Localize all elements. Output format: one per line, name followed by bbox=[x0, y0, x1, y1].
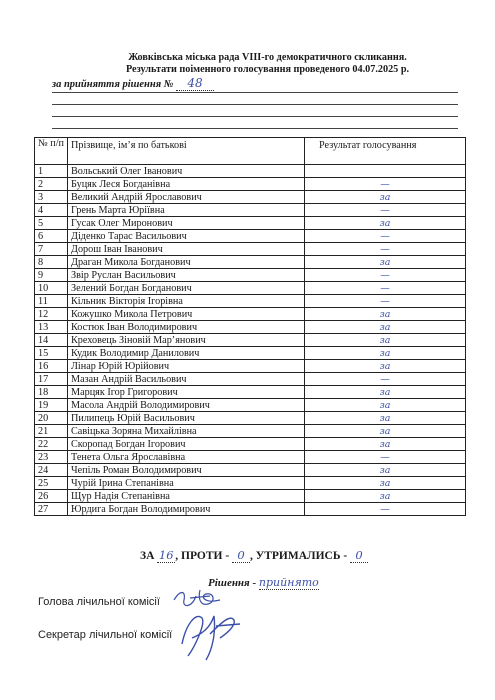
table-row bbox=[35, 282, 466, 295]
table-row bbox=[35, 425, 466, 438]
vote-result: за bbox=[305, 412, 466, 425]
vote-result: — bbox=[305, 269, 466, 282]
proty-label: ПРОТИ - bbox=[181, 550, 230, 562]
decision-number: 48 bbox=[176, 76, 214, 91]
head-commission-label: Голова лічильної комісії bbox=[38, 596, 160, 608]
resolution-label: Рішення - bbox=[208, 577, 257, 589]
deputy-name: Юрдига Богдан Володимирович bbox=[68, 503, 305, 516]
deputy-name: Савіцька Зоряна Михайлівна bbox=[68, 425, 305, 438]
table-row bbox=[35, 230, 466, 243]
table-row bbox=[35, 204, 466, 217]
row-number: 9 bbox=[35, 269, 68, 282]
row-number: 18 bbox=[35, 386, 68, 399]
vote-result: — bbox=[305, 373, 466, 386]
table-header-row bbox=[35, 138, 466, 165]
table-row bbox=[35, 464, 466, 477]
deputy-name: Вольський Олег Іванович bbox=[68, 165, 305, 178]
blank-line bbox=[52, 92, 458, 93]
row-number: 8 bbox=[35, 256, 68, 269]
vote-result: — bbox=[305, 204, 466, 217]
vote-result: за bbox=[305, 308, 466, 321]
table-row bbox=[35, 399, 466, 412]
table-row bbox=[35, 256, 466, 269]
deputy-name: Масола Андрій Володимирович bbox=[68, 399, 305, 412]
vote-result: за bbox=[305, 360, 466, 373]
table-row bbox=[35, 334, 466, 347]
vote-result: за bbox=[305, 464, 466, 477]
vote-result: за bbox=[305, 256, 466, 269]
deputy-name: Мазан Андрій Васильович bbox=[68, 373, 305, 386]
table-row bbox=[35, 490, 466, 503]
vote-result: за bbox=[305, 321, 466, 334]
deputy-name: Великий Андрій Ярославович bbox=[68, 191, 305, 204]
deputy-name: Кожушко Микола Петрович bbox=[68, 308, 305, 321]
vote-result: за bbox=[305, 334, 466, 347]
row-number: 12 bbox=[35, 308, 68, 321]
row-number: 11 bbox=[35, 295, 68, 308]
deputy-name: Грень Марта Юріївна bbox=[68, 204, 305, 217]
vote-result: за bbox=[305, 386, 466, 399]
table-row bbox=[35, 373, 466, 386]
decision-label: за прийняття рішення № bbox=[52, 79, 174, 90]
row-number: 2 bbox=[35, 178, 68, 191]
row-number: 19 bbox=[35, 399, 68, 412]
document-header bbox=[0, 52, 495, 76]
header-vote-title: Результати поіменного голосування проведеного 04.07.2025 р. bbox=[125, 64, 410, 75]
vote-result: за bbox=[305, 438, 466, 451]
vote-result: — bbox=[305, 282, 466, 295]
table-row bbox=[35, 503, 466, 516]
row-number: 13 bbox=[35, 321, 68, 334]
deputy-name: Драган Микола Богданович bbox=[68, 256, 305, 269]
row-number: 24 bbox=[35, 464, 68, 477]
deputy-name: Кільник Вікторія Ігорівна bbox=[68, 295, 305, 308]
row-number: 22 bbox=[35, 438, 68, 451]
row-number: 20 bbox=[35, 412, 68, 425]
za-count: 16 bbox=[158, 548, 174, 562]
proty-count: 0 bbox=[232, 548, 250, 563]
row-number: 25 bbox=[35, 477, 68, 490]
vote-result: за bbox=[305, 425, 466, 438]
table-row bbox=[35, 438, 466, 451]
vote-result: за bbox=[305, 191, 466, 204]
col-name-header: Прізвище, ім’я по батькові bbox=[68, 138, 305, 165]
vote-result: за bbox=[305, 217, 466, 230]
deputy-name: Марцяк Ігор Григорович bbox=[68, 386, 305, 399]
row-number: 26 bbox=[35, 490, 68, 503]
deputy-name: Тенета Ольга Ярославівна bbox=[68, 451, 305, 464]
table-row bbox=[35, 191, 466, 204]
table-row bbox=[35, 477, 466, 490]
vote-result: — bbox=[305, 178, 466, 191]
row-number: 5 bbox=[35, 217, 68, 230]
deputy-name: Лінар Юрій Юрійович bbox=[68, 360, 305, 373]
vote-result: за bbox=[305, 399, 466, 412]
table-row bbox=[35, 412, 466, 425]
row-number: 23 bbox=[35, 451, 68, 464]
table-row bbox=[35, 269, 466, 282]
secretary-signature bbox=[176, 604, 246, 664]
table-row bbox=[35, 321, 466, 334]
blank-line bbox=[52, 104, 458, 105]
blank-line bbox=[52, 128, 458, 129]
table-row bbox=[35, 386, 466, 399]
decision-line bbox=[52, 76, 214, 91]
row-number: 27 bbox=[35, 503, 68, 516]
table-row bbox=[35, 178, 466, 191]
vote-result: за bbox=[305, 477, 466, 490]
blank-line bbox=[52, 116, 458, 117]
row-number: 14 bbox=[35, 334, 68, 347]
table-row bbox=[35, 165, 466, 178]
col-number-header: № п/п bbox=[35, 138, 68, 165]
table-row bbox=[35, 451, 466, 464]
col-result-header: Результат голосування bbox=[305, 138, 466, 165]
vote-result: за bbox=[305, 347, 466, 360]
table-row bbox=[35, 217, 466, 230]
row-number: 6 bbox=[35, 230, 68, 243]
vote-result: — bbox=[305, 295, 466, 308]
deputy-name: Щур Надія Степанівна bbox=[68, 490, 305, 503]
vote-result: — bbox=[305, 230, 466, 243]
utrymalys-count: 0 bbox=[350, 548, 368, 563]
vote-result: за bbox=[305, 490, 466, 503]
secretary-commission-label: Секретар лічильної комісії bbox=[38, 629, 173, 641]
row-number: 15 bbox=[35, 347, 68, 360]
deputy-name: Зелений Богдан Богданович bbox=[68, 282, 305, 295]
table-row bbox=[35, 360, 466, 373]
deputy-name: Костюк Іван Володимирович bbox=[68, 321, 305, 334]
vote-rows bbox=[35, 165, 466, 516]
resolution-value: прийнято bbox=[258, 576, 319, 589]
row-number: 7 bbox=[35, 243, 68, 256]
deputy-name: Чепіль Роман Володимирович bbox=[68, 464, 305, 477]
row-number: 21 bbox=[35, 425, 68, 438]
deputy-name: Кудик Володимир Данилович bbox=[68, 347, 305, 360]
table-row bbox=[35, 243, 466, 256]
row-number: 17 bbox=[35, 373, 68, 386]
za-label: ЗА bbox=[140, 550, 155, 562]
vote-summary: ЗА 16 , ПРОТИ - 0 , УТРИМАЛИСЬ - 0 bbox=[140, 548, 368, 563]
vote-result: — bbox=[305, 243, 466, 256]
deputy-name: Дорош Іван Іванович bbox=[68, 243, 305, 256]
deputy-name: Буцяк Леся Богданівна bbox=[68, 178, 305, 191]
deputy-name: Креховець Зіновій Мар’янович bbox=[68, 334, 305, 347]
deputy-name: Гусак Олег Миронович bbox=[68, 217, 305, 230]
header-council-title: Жовківська міська рада VIII-го демократичного скликання. bbox=[128, 52, 407, 63]
table-row bbox=[35, 308, 466, 321]
utrymalys-label: УТРИМАЛИСЬ - bbox=[255, 550, 348, 562]
vote-table bbox=[34, 137, 466, 516]
table-row bbox=[35, 295, 466, 308]
table-row bbox=[35, 347, 466, 360]
deputy-name: Звір Руслан Васильович bbox=[68, 269, 305, 282]
deputy-name: Діденко Тарас Васильович bbox=[68, 230, 305, 243]
deputy-name: Чурій Ірина Степанівна bbox=[68, 477, 305, 490]
row-number: 10 bbox=[35, 282, 68, 295]
row-number: 4 bbox=[35, 204, 68, 217]
deputy-name: Скоропад Богдан Ігорович bbox=[68, 438, 305, 451]
vote-result bbox=[305, 165, 466, 178]
vote-result: — bbox=[305, 503, 466, 516]
deputy-name: Пилипець Юрій Васильович bbox=[68, 412, 305, 425]
row-number: 3 bbox=[35, 191, 68, 204]
row-number: 16 bbox=[35, 360, 68, 373]
row-number: 1 bbox=[35, 165, 68, 178]
vote-result: — bbox=[305, 451, 466, 464]
